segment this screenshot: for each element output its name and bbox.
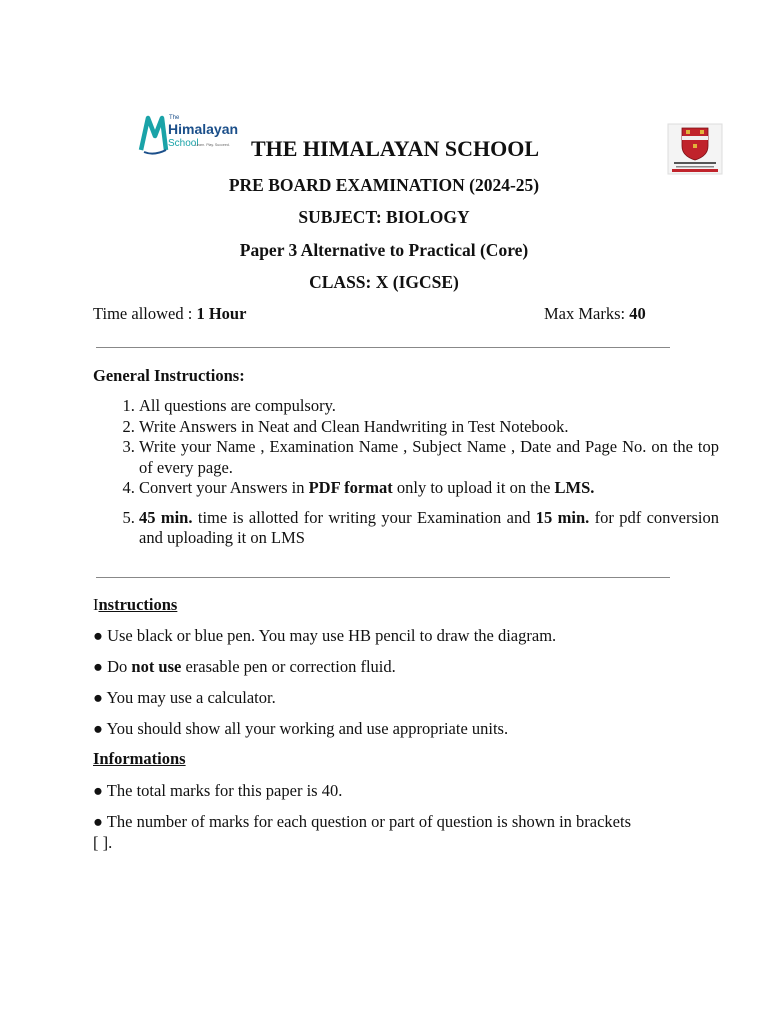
- bullet-icon: ●: [93, 719, 103, 738]
- logo-tagline: Learn. Play. Succeed.: [195, 143, 230, 147]
- instruction-bullet: [93, 625, 673, 646]
- information-bullet: [93, 780, 673, 801]
- school-name: THE HIMALAYAN SCHOOL: [250, 136, 540, 161]
- bullet-icon: ●: [93, 657, 103, 676]
- list-item: [139, 437, 719, 478]
- item-text-bold: LMS.: [554, 478, 595, 497]
- bullet-text: The total marks for this paper is 40.: [106, 781, 343, 800]
- subject-title: SUBJECT: BIOLOGY: [298, 207, 470, 227]
- informations-heading: Informations: [93, 749, 186, 768]
- bullet-text: You should show all your working and use appropriate units.: [106, 719, 509, 738]
- paper-title: Paper 3 Alternative to Practical (Core): [239, 240, 529, 260]
- list-item: [139, 417, 719, 438]
- bullet-text: The number of marks for each question or part of question is shown in brackets [ ].: [93, 812, 631, 852]
- time-allowed: [93, 303, 246, 324]
- item-text-mid: only to upload it on the: [392, 478, 555, 497]
- logo-word-himalayan: Himalayan: [168, 121, 239, 137]
- marks-label: Max Marks:: [544, 304, 630, 323]
- instruction-bullet: [93, 687, 673, 708]
- bullet-text: You may use a calculator.: [106, 688, 276, 707]
- heading-first-letter: I: [93, 595, 99, 614]
- item-text-post: for pdf conversion and uploading it on LMS: [139, 507, 719, 547]
- item-text: Write Answers in Neat and Clean Handwriting in Test Notebook.: [139, 416, 569, 436]
- time-label: Time allowed :: [93, 304, 197, 323]
- general-instructions-heading: General Instructions:: [93, 366, 245, 385]
- logo-word-the: The: [169, 115, 180, 121]
- bullet-text-post: erasable pen or correction fluid.: [181, 657, 396, 676]
- item-text-mid: time is allotted for writing your Examination and: [192, 507, 536, 527]
- general-instructions-list: [93, 396, 719, 549]
- marks-value: 40: [629, 304, 646, 323]
- bullet-text-bold: not use: [131, 657, 182, 676]
- logo-word-school: School: [168, 138, 199, 149]
- time-value: 1 Hour: [196, 304, 247, 323]
- list-item: [139, 508, 719, 549]
- class-title: CLASS: X (IGCSE): [309, 272, 459, 292]
- exam-title: PRE BOARD EXAMINATION (2024-25): [228, 175, 540, 195]
- item-text-bold: PDF format: [308, 478, 393, 497]
- max-marks: [544, 303, 646, 324]
- item-text: All questions are compulsory.: [139, 396, 336, 415]
- item-text-bold: 15 min.: [535, 507, 590, 527]
- list-item: [139, 478, 719, 499]
- divider-top: [96, 347, 670, 348]
- instructions-heading: [93, 594, 177, 615]
- bullet-text-pre: Do: [107, 657, 132, 676]
- instruction-bullet: [93, 656, 673, 677]
- cambridge-crest: [668, 124, 722, 174]
- bullet-icon: ●: [93, 688, 103, 707]
- heading-rest: nstructions: [98, 595, 178, 614]
- divider-middle: [96, 577, 670, 578]
- item-text-pre: Convert your Answers in: [139, 478, 309, 497]
- information-bullet: [93, 811, 633, 853]
- instruction-bullet: [93, 718, 673, 739]
- item-text: Write your Name , Examination Name , Subject Name , Date and Page No. on the top of every page.: [139, 437, 719, 477]
- bullet-icon: ●: [93, 812, 103, 831]
- crest-icon: [668, 124, 722, 174]
- bullet-text: Use black or blue pen. You may use HB pencil to draw the diagram.: [107, 626, 557, 645]
- bullet-icon: ●: [93, 626, 103, 645]
- bullet-icon: ●: [93, 781, 103, 800]
- item-text-bold: 45 min.: [139, 507, 193, 527]
- list-item: [139, 396, 719, 417]
